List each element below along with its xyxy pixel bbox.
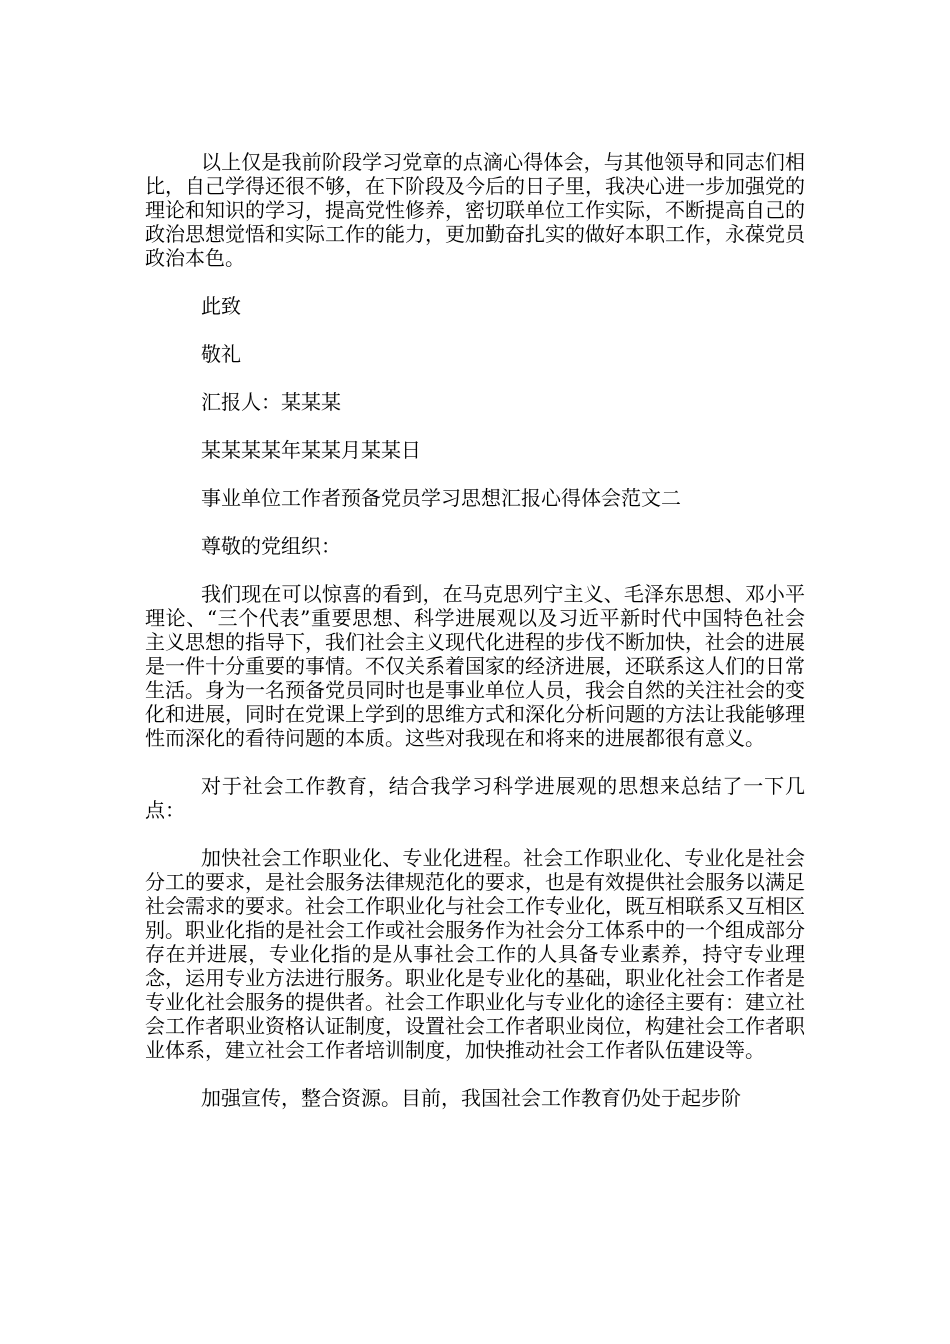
paragraph-summary: 对于社会工作教育，结合我学习科学进展观的思想来总结了一下几点： (145, 774, 805, 822)
salutation: 尊敬的党组织： (201, 534, 341, 558)
paragraph-intro: 我们现在可以惊喜的看到，在马克思列宁主义、毛泽东思想、邓小平理论、“三个代表”重要思想、科学进展观以及习近平新时代中国特色社会主义思想的指导下，我们社会主义现代化进程的步伐不断加快，社会的进展是一件十分重要的事情。不仅关系着国家的经济进展，还联系这人们的日常生活。身为一名预备党员同时也是事业单位人员，我会自然的关注社会的变化和进展，同时在党课上学到的思维方式和深化分析问题的方法让我能够理性而深化的看待问题的本质。这些对我现在和将来的进展都很有意义。 (145, 582, 805, 750)
paragraph-conclusion: 以上仅是我前阶段学习党章的点滴心得体会，与其他领导和同志们相比，自己学得还很不够，在下阶段及今后的日子里，我决心进一步加强党的理论和知识的学习，提高党性修养，密切联单位工作实际，不断提高自己的政治思想觉悟和实际工作的能力，更加勤奋扎实的做好本职工作，永葆党员政治本色。 (145, 150, 805, 270)
closing-respect: 敬礼 (201, 342, 241, 366)
report-date: 某某某某年某某月某某日 (201, 438, 421, 462)
reporter-signature: 汇报人：某某某 (201, 390, 341, 414)
document-body (145, 150, 805, 1134)
paragraph-publicity: 加强宣传，整合资源。目前，我国社会工作教育仍处于起步阶 (201, 1086, 741, 1110)
paragraph-professionalization: 加快社会工作职业化、专业化进程。社会工作职业化、专业化是社会分工的要求，是社会服务法律规范化的要求，也是有效提供社会服务以满足社会需求的要求。社会工作职业化与社会工作专业化，既互相联系又互相区别。职业化指的是社会工作或社会服务作为社会分工体系中的一个组成部分存在并进展，专业化指的是从事社会工作的人具备专业素养，持守专业理念，运用专业方法进行服务。职业化是专业化的基础，职业化社会工作者是专业化社会服务的提供者。社会工作职业化与专业化的途径主要有：建立社会工作者职业资格认证制度，设置社会工作者职业岗位，构建社会工作者职业体系，建立社会工作者培训制度，加快推动社会工作者队伍建设等。 (145, 846, 805, 1062)
section-title: 事业单位工作者预备党员学习思想汇报心得体会范文二 (201, 486, 681, 510)
closing-salutation: 此致 (201, 294, 241, 318)
